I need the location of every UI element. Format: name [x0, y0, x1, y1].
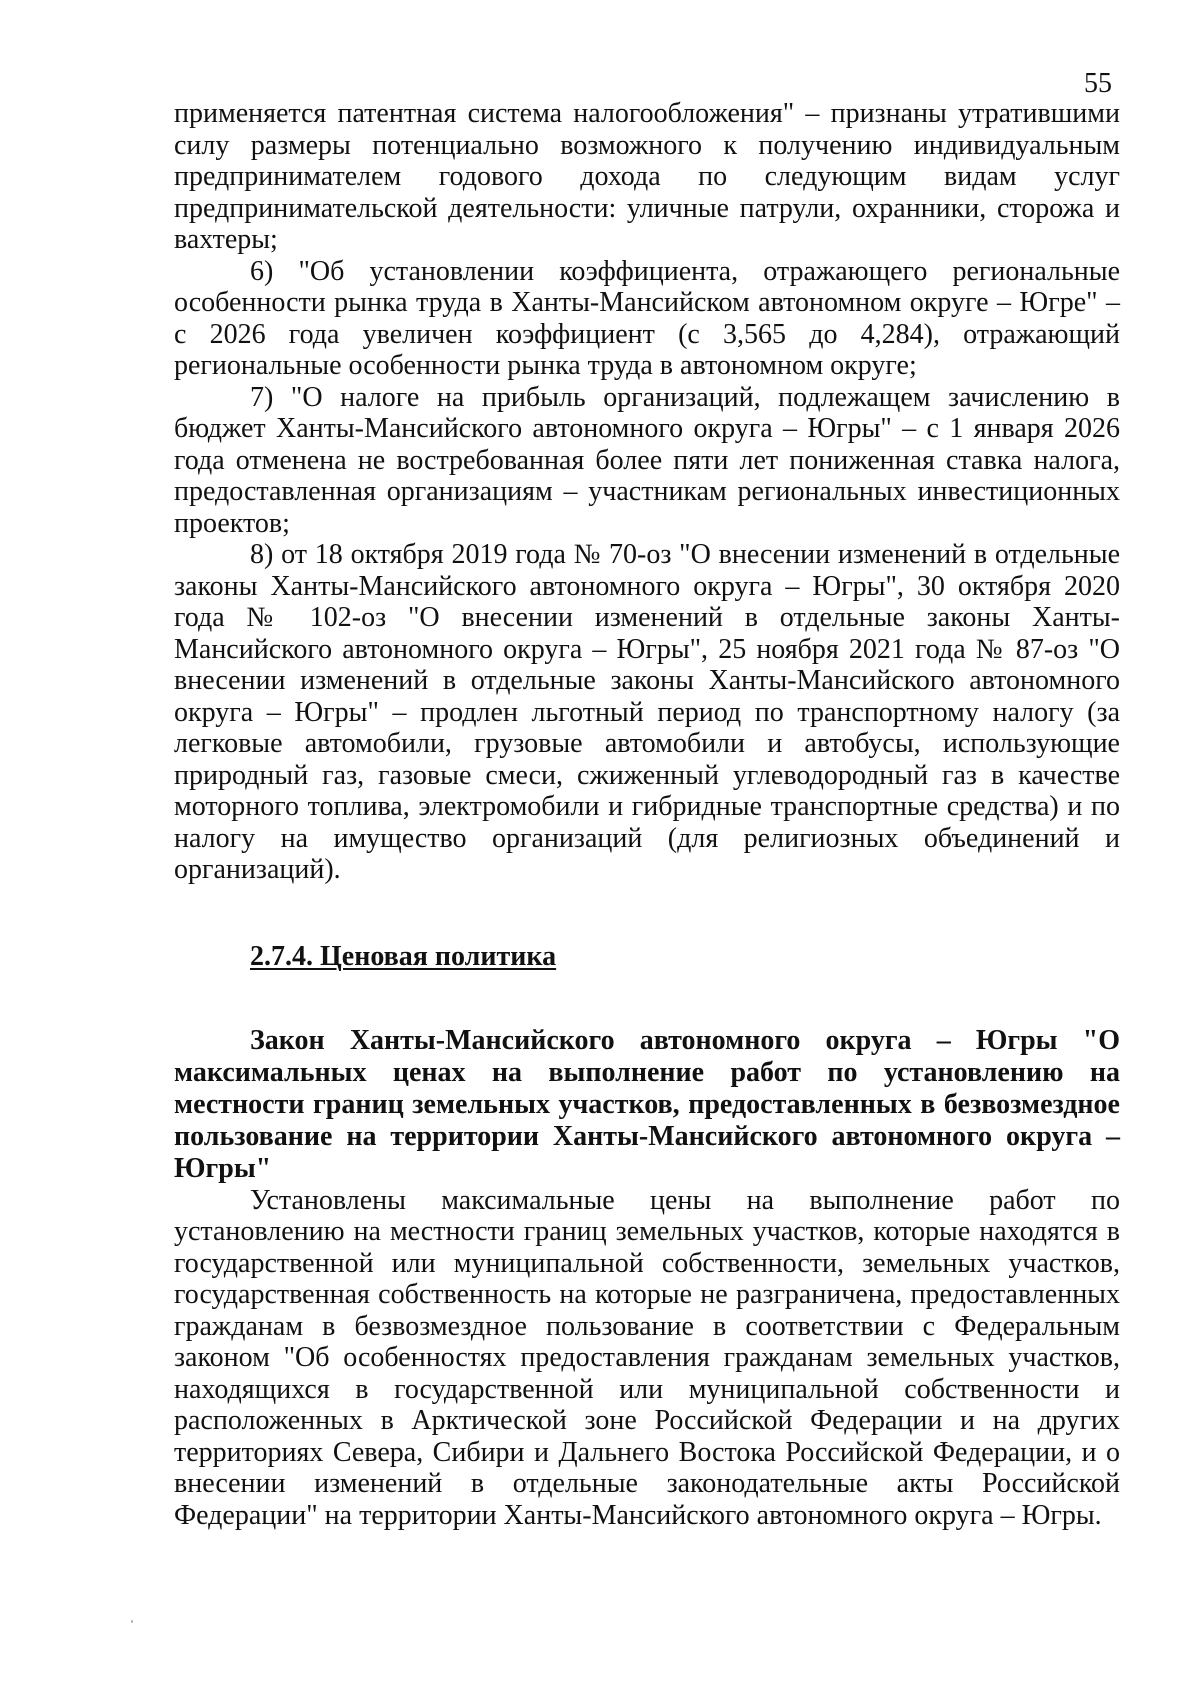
scan-mark — [131, 1620, 133, 1623]
page-number: 55 — [1084, 68, 1112, 99]
document-body — [174, 98, 1120, 1531]
paragraph-item-8: 8) от 18 октября 2019 года № 70-оз "О внесении изменений в отдельные законы Ханты-Мансийского автономного округа – Югры", 30 октября 2020 года № 102-оз "О внесении изменений в отдельные законы Ханты-Мансийского автономного округа – Югры", 25 ноября 2021 года № 87-оз "О внесении изменений в отдельные законы Ханты-Мансийского автономного округа – Югры" – продлен льготный период по транспортному налогу (за легковые автомобили, грузовые автомобили и автобусы, использующие природный газ, газовые смеси, сжиженный углеводородный газ в качестве моторного топлива, электромобили и гибридные транспортные средства) и по налогу на имущество организаций (для религиозных объединений и организаций). — [174, 539, 1120, 885]
section-body-paragraph: Установлены максимальные цены на выполнение работ по установлению на местности границ земельных участков, которые находятся в государственной или муниципальной собственности, земельных участков, государственная собственность на которые не разграничена, предоставленных гражданам в безвозмездное пользование в соответствии с Федеральным законом "Об особенностях предоставления гражданам земельных участков, находящихся в государственной или муниципальной собственности и расположенных в Арктической зоне Российской Федерации и на других территориях Севера, Сибири и Дальнего Востока Российской Федерации, и о внесении изменений в отдельные законодательные акты Российской Федерации" на территории Ханты-Мансийского автономного округа – Югры. — [174, 1184, 1120, 1531]
law-title: Закон Ханты-Мансийского автономного округа – Югры "О максимальных ценах на выполнение работ по установлению на местности границ земельных участков, предоставленных в безвозмездное пользование на территории Ханты-Мансийского автономного округа – Югры" — [174, 1024, 1120, 1184]
section-heading: 2.7.4. Ценовая политика — [250, 940, 557, 972]
paragraph-item-7: 7) "О налоге на прибыль организаций, подлежащем зачислению в бюджет Ханты-Мансийского автономного округа – Югры" – с 1 января 2026 года отменена не востребованная более пяти лет пониженная ставка налога, предоставленная организациям – участникам региональных инвестиционных проектов; — [174, 381, 1120, 539]
paragraph-patent-tax: применяется патентная система налогообложения" – признаны утратившими силу размеры потенциально возможного к получению индивидуальным предпринимателем годового дохода по следующим видам услуг предпринимательской деятельности: уличные патрули, охранники, сторожа и вахтеры; — [174, 98, 1120, 255]
paragraph-item-6: 6) "Об установлении коэффициента, отражающего региональные особенности рынка труда в Ханты-Мансийском автономном округе – Югре" – с 2026 года увеличен коэффициент (с 3,565 до 4,284), отражающий региональные особенности рынка труда в автономном округе; — [174, 255, 1120, 381]
